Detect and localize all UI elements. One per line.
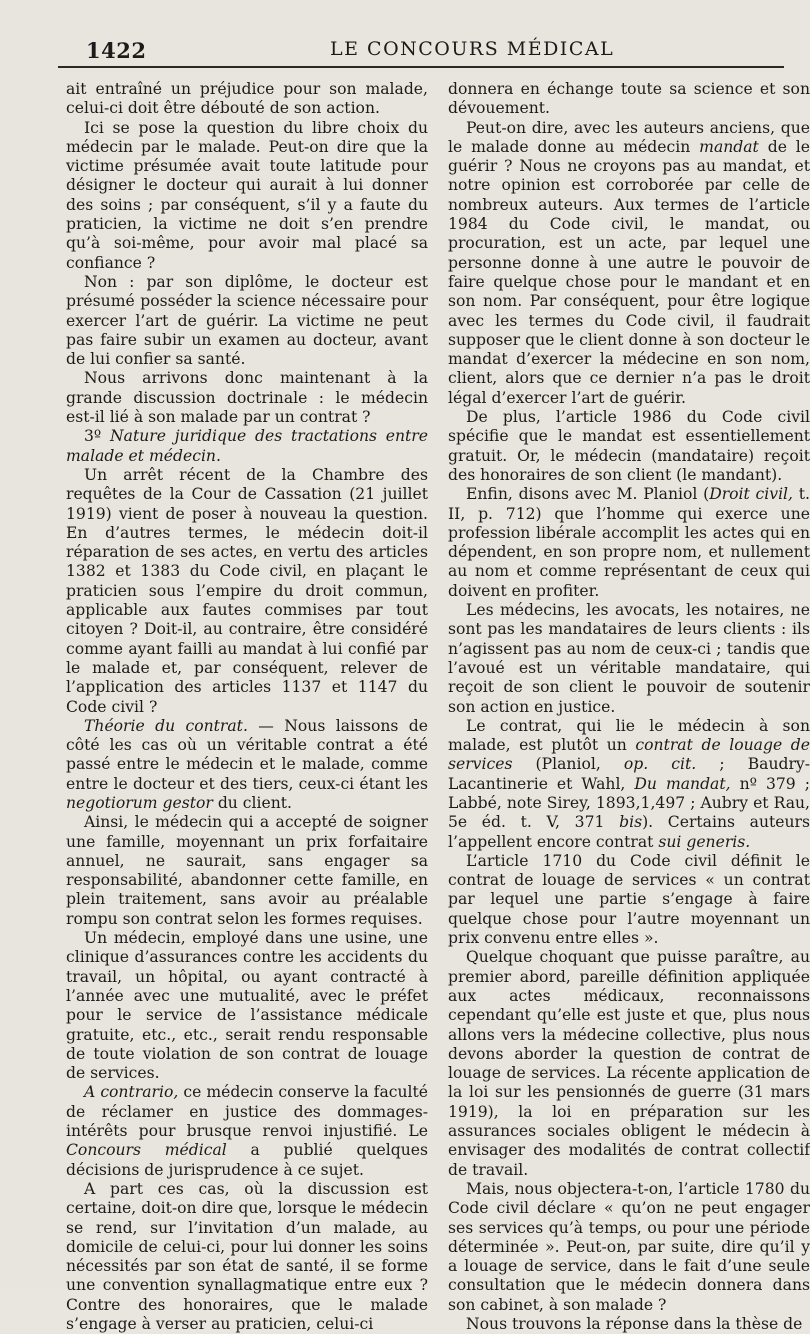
paragraph: Nous trouvons la réponse dans la thèse de — [466, 1315, 803, 1333]
italic-run: mandat — [699, 137, 759, 156]
left-column — [66, 80, 428, 1334]
paragraph: Nous arrivons donc maintenant à la grande discussion doctrinale : le médecin est-il lié à son malade par un contrat ? — [66, 369, 428, 427]
paragraph — [66, 1083, 428, 1179]
paragraph: De plus, l’article 1986 du Code civil spécifie que le mandat est essentiellement gratuit. Or, le médecin (mandataire) reçoit des honoraires de son client (le mandant). — [448, 408, 810, 484]
run-in-heading: A contrario, — [84, 1083, 179, 1102]
text-run: Enfin, disons avec M. Planiol ( — [466, 485, 710, 504]
section-title: Nature juridique des tractations entre malade et médecin. — [66, 427, 428, 465]
journal-title: LE CONCOURS MÉDICAL — [330, 38, 615, 60]
text-run: ; Baudry-Lacantinerie et Wahl, — [448, 755, 810, 793]
paragraph: A part ces cas, où la discussion est certaine, doit-on dire que, lorsque le médecin se rend, sur l’invitation d’un malade, au domicile de celui-ci, pour lui donner les soins nécessités par son état de santé, il se forme une convention synallagmatique entre eux ? Contre des honoraires, que le malade s’engage à verser au praticien, celui-ci — [66, 1179, 428, 1333]
running-header — [82, 34, 782, 64]
page-number: 1422 — [86, 38, 147, 63]
run-in-heading: Théorie du contrat. — [84, 716, 248, 735]
text-run: Le contrat, qui lie le médecin à son malade, est plutôt un — [448, 716, 810, 755]
paragraph: Ainsi, le médecin qui a accepté de soigner une famille, moyennant un prix forfaitaire annuel, ne saurait, sans engager sa responsabilité, abandonner cette famille, en plein traitement, sans avoir au préalable rompu son contrat selon les formes requises. — [66, 813, 428, 928]
paragraph: Mais, nous objectera-t-on, l’article 1780 du Code civil déclare « qu’on ne peut engager ses services qu’à temps, ou pour une période déterminée ». Peut-on, par suite, dire qu’il y a louage de service, dans le fait d’une seule consultation que le médecin donnera dans son cabinet, à son malade ? — [448, 1179, 810, 1314]
section-heading — [66, 427, 428, 466]
italic-run: negotiorum gestor — [66, 793, 213, 812]
text-run: — Nous laissons de côté les cas où un véritable contrat a été passé entre le médecin et le malade, comme entre le docteur et des tiers, ceux-ci étant les — [66, 716, 429, 793]
italic-run: Concours médical — [66, 1141, 227, 1160]
text-run: ). Certains auteurs l’appellent encore contrat — [448, 813, 810, 851]
text-run: a publié quelques décisions de jurisprudence à ce sujet. — [66, 1141, 429, 1179]
text-run: du client. — [212, 793, 293, 812]
italic-run: sui generis. — [658, 832, 751, 851]
text-run: (Planiol, — [512, 755, 624, 774]
paragraph: Un médecin, employé dans une usine, une clinique d’assurances contre les accidents du travail, un hôpital, ou ayant contracté à l’année avec une mutualité, avec le préfet pour le service de l’assistance médicale gratuite, etc., etc., serait rendu responsable de toute violation de son contrat de louage de services. — [66, 929, 428, 1083]
paragraph: L’article 1710 du Code civil définit le contrat de louage de services « un contrat par lequel une partie s’engage à faire quelque chose pour l’autre moyennant un prix convenu entre elles ». — [448, 851, 810, 948]
paragraph — [66, 717, 428, 813]
paragraph — [448, 119, 810, 408]
text-run: de le guérir ? Nous ne croyons pas au mandat, et notre opinion est corroborée par celle de nombreux auteurs. Aux termes de l’article 1984 du Code civil, le mandat, ou procuration, est un acte, par lequel une personne donne à une autre le pouvoir de faire quelque chose pour le mandant et en son nom. Par conséquent, pour être logique avec les termes du Code civil, il faudrait supposer que le client donne à son docteur le mandat d’exercer la médecine en son nom, client, alors que ce dernier n’a pas le droit légal d’exercer l’art de guérir. — [448, 137, 810, 407]
paragraph: Les médecins, les avocats, les notaires, ne sont pas les mandataires de leurs clients : ils n’agissent pas au nom de ceux-ci ; tandis que l’avoué est un véritable mandataire, qui reçoit de son client le pouvoir de soutenir son action en justice. — [448, 601, 810, 716]
paragraph: Non : par son diplôme, le docteur est présumé posséder la science nécessaire pour exercer l’art de guérir. La victime ne peut pas faire subir un examen au docteur, avant de lui confier sa santé. — [66, 272, 428, 369]
header-rule — [58, 66, 784, 68]
paragraph: ait entraîné un préjudice pour son malade, celui-ci doit être débouté de son action. — [66, 80, 428, 118]
text-run: nº 379 ; Labbé, note Sirey, 1893,1,497 ; Aubry et Rau, 5e éd. t. V, 371 — [448, 774, 810, 832]
text-run: ce médecin conserve la faculté de réclamer en justice des dommages-intérêts pour brusque renvoi injustifié. Le — [66, 1083, 429, 1141]
section-number: 3º — [84, 427, 102, 446]
italic-run: op. cit. — [623, 755, 697, 774]
text-run: Peut-on dire, avec les auteurs anciens, que le malade donne au médecin — [448, 118, 810, 156]
paragraph: Quelque choquant que puisse paraître, au premier abord, pareille définition appliquée aux actes médicaux, reconnaissons cependant qu’elle est juste et que, plus nous allons vers la médecine collective, plus nous devons aborder la question de contrat de louage de services. La récente application de la loi sur les pensionnés de guerre (31 mars 1919), la loi en préparation sur les assurances sociales obligent le médecin à envisager des modalités de contrat collectif de travail. — [448, 948, 810, 1179]
paragraph: Ici se pose la question du libre choix du médecin par le malade. Peut-on dire que la victime présumée avait toute latitude pour désigner le docteur qui aurait à lui donner des soins ; par conséquent, s’il y a faute du praticien, la victime ne doit s’en prendre qu’à soi-même, pour avoir mal placé sa confiance ? — [66, 118, 428, 272]
text-run: t. II, p. 712) que l’homme qui exerce une profession libérale accomplit les actes qui en dépendent, en son propre nom, et nullement au nom et comme représentant de ceux qui doivent en profiter. — [448, 485, 810, 600]
italic-run: bis — [619, 813, 643, 832]
paragraph — [448, 717, 810, 852]
italic-run: Du mandat, — [634, 774, 731, 793]
paragraph — [448, 485, 810, 601]
paragraph: donnera en échange toute sa science et son dévouement. — [448, 80, 810, 118]
paragraph: Un arrêt récent de la Chambre des requêtes de la Cour de Cassation (21 juillet 1919) vient de poser à nouveau la question. En d’autres termes, le médecin doit-il réparation de ses actes, en vertu des articles 1382 et 1383 du Code civil, en plaçant le praticien sous l’empire du droit commun, applicable aux fautes commises par tout citoyen ? Doit-il, au contraire, être considéré comme ayant failli au mandat à lui confié par le malade et, par conséquent, relever de l’application des articles 1137 et 1147 du Code civil ? — [66, 465, 428, 716]
italic-run: Droit civil, — [709, 485, 794, 504]
italic-run: contrat de louage de services — [448, 736, 810, 774]
right-column — [448, 80, 810, 1334]
